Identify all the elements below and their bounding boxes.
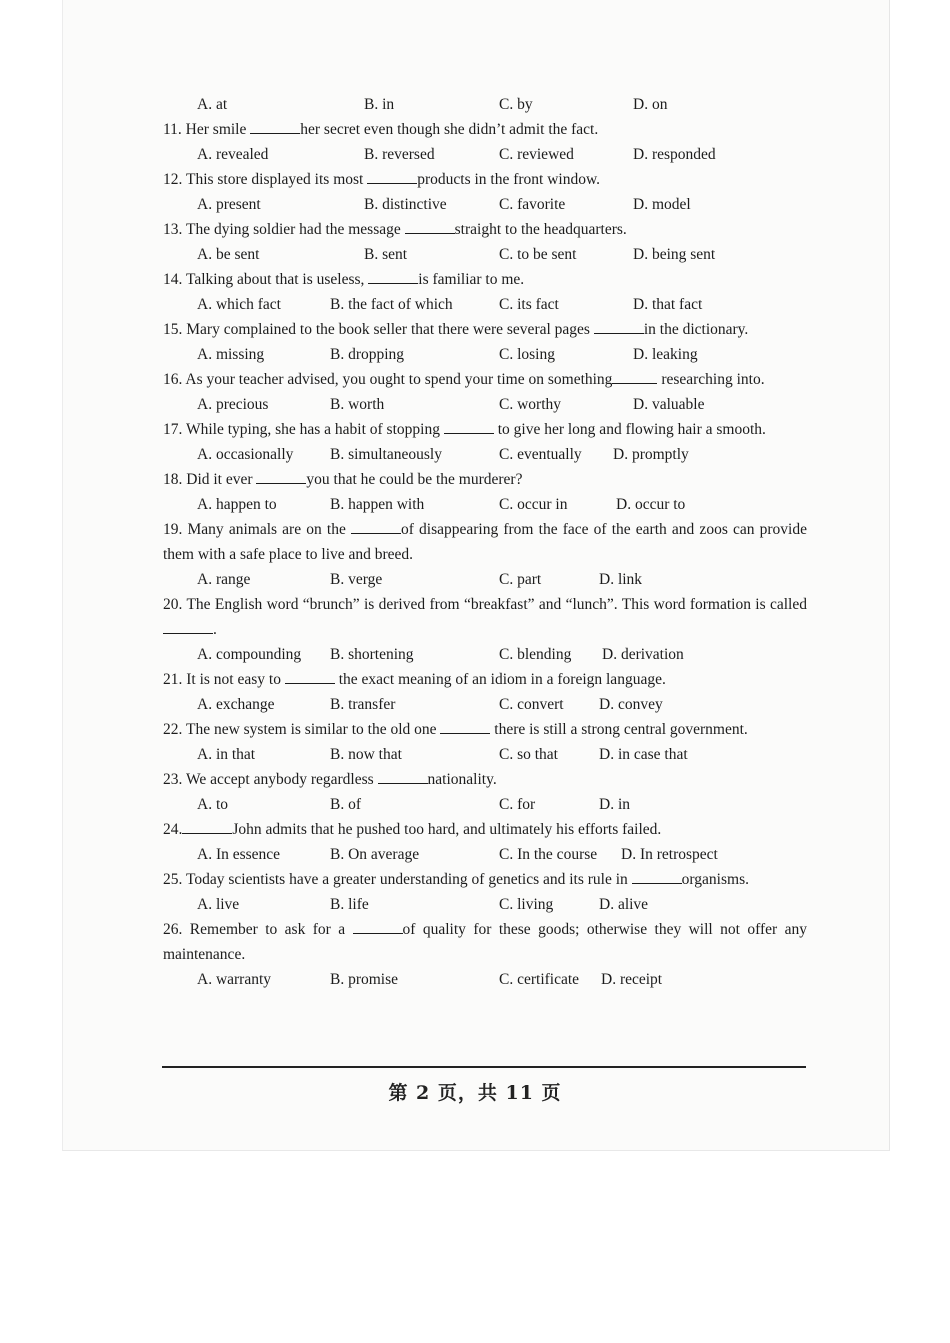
q13-option-c: C. to be sent [499, 246, 577, 263]
page-number: 第 2 页，共 11 页 [388, 1082, 562, 1104]
q13-text-post: straight to the headquarters. [454, 221, 627, 238]
q13-blank [405, 218, 455, 234]
q11-blank [250, 118, 300, 134]
question-15-stem [163, 317, 807, 342]
q26-option-d: D. receipt [601, 971, 663, 988]
q16-blank [612, 368, 657, 384]
q12-text-pre: 12. This store displayed its most [163, 171, 368, 188]
q18-option-d: D. occur to [616, 496, 686, 513]
q19-option-a: A. range [197, 571, 251, 588]
q18-options [163, 492, 807, 517]
q14-text-post: is familiar to me. [418, 271, 525, 288]
q14-options [163, 292, 807, 317]
q22-text-post: there is still a strong central government. [490, 721, 748, 738]
q11-option-b: B. reversed [364, 146, 435, 163]
q17-text-pre: 17. While typing, she has a habit of stopping [163, 421, 444, 438]
q22-option-d: D. in case that [599, 746, 688, 763]
q18-text-pre: 18. Did it ever [163, 471, 257, 488]
q11-text-pre: 11. Her smile [163, 121, 251, 138]
q16-options [163, 392, 807, 417]
q20-option-b: B. shortening [330, 646, 414, 663]
q23-option-b: B. of [330, 796, 361, 813]
q26-option-b: B. promise [330, 971, 399, 988]
question-25-stem [163, 867, 807, 892]
q20-option-c: C. blending [499, 646, 572, 663]
q16-text-post: researching into. [657, 371, 765, 388]
question-19-stem [163, 517, 807, 567]
q24-option-a: A. In essence [197, 846, 281, 863]
q22-options [163, 742, 807, 767]
question-12-stem [163, 167, 807, 192]
q12-text-post: products in the front window. [417, 171, 601, 188]
q20-options [163, 642, 807, 667]
question-23-stem [163, 767, 807, 792]
q13-option-b: B. sent [364, 246, 408, 263]
q17-option-a: A. occasionally [197, 446, 294, 463]
q16-option-d: D. valuable [633, 396, 705, 413]
q13-option-d: D. being sent [633, 246, 716, 263]
q14-text-pre: 14. Talking about that is useless, [163, 271, 369, 288]
q16-option-b: B. worth [330, 396, 385, 413]
q25-option-c: C. living [499, 896, 554, 913]
q26-text-pre: 26. Remember to ask for a [163, 921, 353, 938]
q18-option-a: A. happen to [197, 496, 277, 513]
question-17-stem [163, 417, 807, 442]
q20-blank [163, 618, 213, 634]
q14-option-d: D. that fact [633, 296, 703, 313]
q17-text-post: to give her long and flowing hair a smooth. [493, 421, 766, 438]
q19-option-c: C. part [499, 571, 542, 588]
q19-options [163, 567, 807, 592]
q25-blank [632, 868, 682, 884]
q15-text-post: in the dictionary. [643, 321, 749, 338]
q25-option-d: D. alive [599, 896, 649, 913]
q24-text-pre: 24. [163, 821, 183, 838]
q26-blank [353, 918, 403, 934]
q14-option-a: A. which fact [197, 296, 281, 313]
q24-option-b: B. On average [330, 846, 420, 863]
q17-option-b: B. simultaneously [330, 446, 442, 463]
q15-text-pre: 15. Mary complained to the book seller that there were several pages [163, 321, 594, 338]
q15-blank [594, 318, 644, 334]
question-14-stem [163, 267, 807, 292]
q12-options [163, 192, 807, 217]
q10-options [163, 92, 807, 117]
question-21-stem [163, 667, 807, 692]
q16-option-a: A. precious [197, 396, 269, 413]
q20-option-a: A. compounding [197, 646, 302, 663]
question-list [163, 92, 807, 992]
q25-option-a: A. live [197, 896, 240, 913]
q21-option-a: A. exchange [197, 696, 275, 713]
q11-options [163, 142, 807, 167]
q10-option-d: D. on [633, 96, 668, 113]
q25-text-pre: 25. Today scientists have a greater understanding of genetics and its rule in [163, 871, 632, 888]
q13-option-a: A. be sent [197, 246, 260, 263]
q26-option-a: A. warranty [197, 971, 272, 988]
q18-option-b: B. happen with [330, 496, 425, 513]
q21-text-pre: 21. It is not easy to [163, 671, 285, 688]
q26-options [163, 967, 807, 992]
q19-option-d: D. link [599, 571, 643, 588]
q18-blank [256, 468, 306, 484]
q17-option-c: C. eventually [499, 446, 582, 463]
q23-blank [378, 768, 428, 784]
q22-option-c: C. so that [499, 746, 558, 763]
q15-option-a: A. missing [197, 346, 265, 363]
q14-blank [368, 268, 418, 284]
q20-option-d: D. derivation [602, 646, 684, 663]
q20-text-pre: 20. The English word “brunch” is derived from “breakfast” and “lunch”. This word formation is called [163, 596, 807, 613]
q24-blank [182, 818, 232, 834]
q18-text-post: you that he could be the murderer? [306, 471, 523, 488]
q15-option-b: B. dropping [330, 346, 405, 363]
q14-option-b: B. the fact of which [330, 296, 453, 313]
q23-option-c: C. for [499, 796, 536, 813]
q12-blank [367, 168, 417, 184]
q17-option-d: D. promptly [613, 446, 689, 463]
q17-blank [444, 418, 494, 434]
q12-option-d: D. model [633, 196, 691, 213]
q15-options [163, 342, 807, 367]
q15-option-c: C. losing [499, 346, 555, 363]
q21-option-b: B. transfer [330, 696, 396, 713]
q13-options [163, 242, 807, 267]
q19-blank [351, 518, 401, 534]
q21-option-d: D. convey [599, 696, 663, 713]
q21-option-c: C. convert [499, 696, 564, 713]
question-13-stem [163, 217, 807, 242]
q23-text-post: nationality. [427, 771, 497, 788]
q15-option-d: D. leaking [633, 346, 698, 363]
q22-blank [440, 718, 490, 734]
q10-option-c: C. by [499, 96, 533, 113]
q23-option-d: D. in [599, 796, 630, 813]
question-18-stem [163, 467, 807, 492]
q23-option-a: A. to [197, 796, 228, 813]
question-26-stem [163, 917, 807, 967]
q24-option-c: C. In the course [499, 846, 598, 863]
q17-options [163, 442, 807, 467]
question-20-stem [163, 592, 807, 642]
q19-text-post: of disappearing from the face of the earth and zoos can provide them with a safe place to live and breed. [163, 521, 807, 563]
q26-option-c: C. certificate [499, 971, 580, 988]
q12-option-a: A. present [197, 196, 261, 213]
q25-text-post: organisms. [681, 871, 749, 888]
q11-option-c: C. reviewed [499, 146, 574, 163]
q10-option-a: A. at [197, 96, 228, 113]
q12-option-c: C. favorite [499, 196, 566, 213]
q22-text-pre: 22. The new system is similar to the old one [163, 721, 441, 738]
q25-options [163, 892, 807, 917]
q24-option-d: D. In retrospect [621, 846, 718, 863]
q20-text-post: . [213, 621, 217, 638]
q21-blank [285, 668, 335, 684]
q16-option-c: C. worthy [499, 396, 561, 413]
q22-option-a: A. in that [197, 746, 256, 763]
question-11-stem [163, 117, 807, 142]
q24-options [163, 842, 807, 867]
q10-option-b: B. in [364, 96, 395, 113]
question-22-stem [163, 717, 807, 742]
q23-options [163, 792, 807, 817]
question-24-stem [163, 817, 807, 842]
q18-option-c: C. occur in [499, 496, 568, 513]
q11-option-d: D. responded [633, 146, 716, 163]
q21-text-post: the exact meaning of an idiom in a foreign language. [334, 671, 666, 688]
footer-divider [162, 1066, 806, 1068]
q11-text-post: her secret even though she didn’t admit the fact. [300, 121, 599, 138]
q19-text-pre: 19. Many animals are on the [163, 521, 351, 538]
q14-option-c: C. its fact [499, 296, 559, 313]
q16-text-pre: 16. As your teacher advised, you ought to spend your time on something [163, 371, 613, 388]
q19-option-b: B. verge [330, 571, 383, 588]
q12-option-b: B. distinctive [364, 196, 447, 213]
q26-text-post: of quality for these goods; otherwise they will not offer any maintenance. [163, 921, 807, 963]
q25-option-b: B. life [330, 896, 369, 913]
q24-text-post: John admits that he pushed too hard, and ultimately his efforts failed. [232, 821, 662, 838]
q22-option-b: B. now that [330, 746, 402, 763]
q23-text-pre: 23. We accept anybody regardless [163, 771, 378, 788]
q11-option-a: A. revealed [197, 146, 269, 163]
question-16-stem [163, 367, 807, 392]
q13-text-pre: 13. The dying soldier had the message [163, 221, 405, 238]
q21-options [163, 692, 807, 717]
